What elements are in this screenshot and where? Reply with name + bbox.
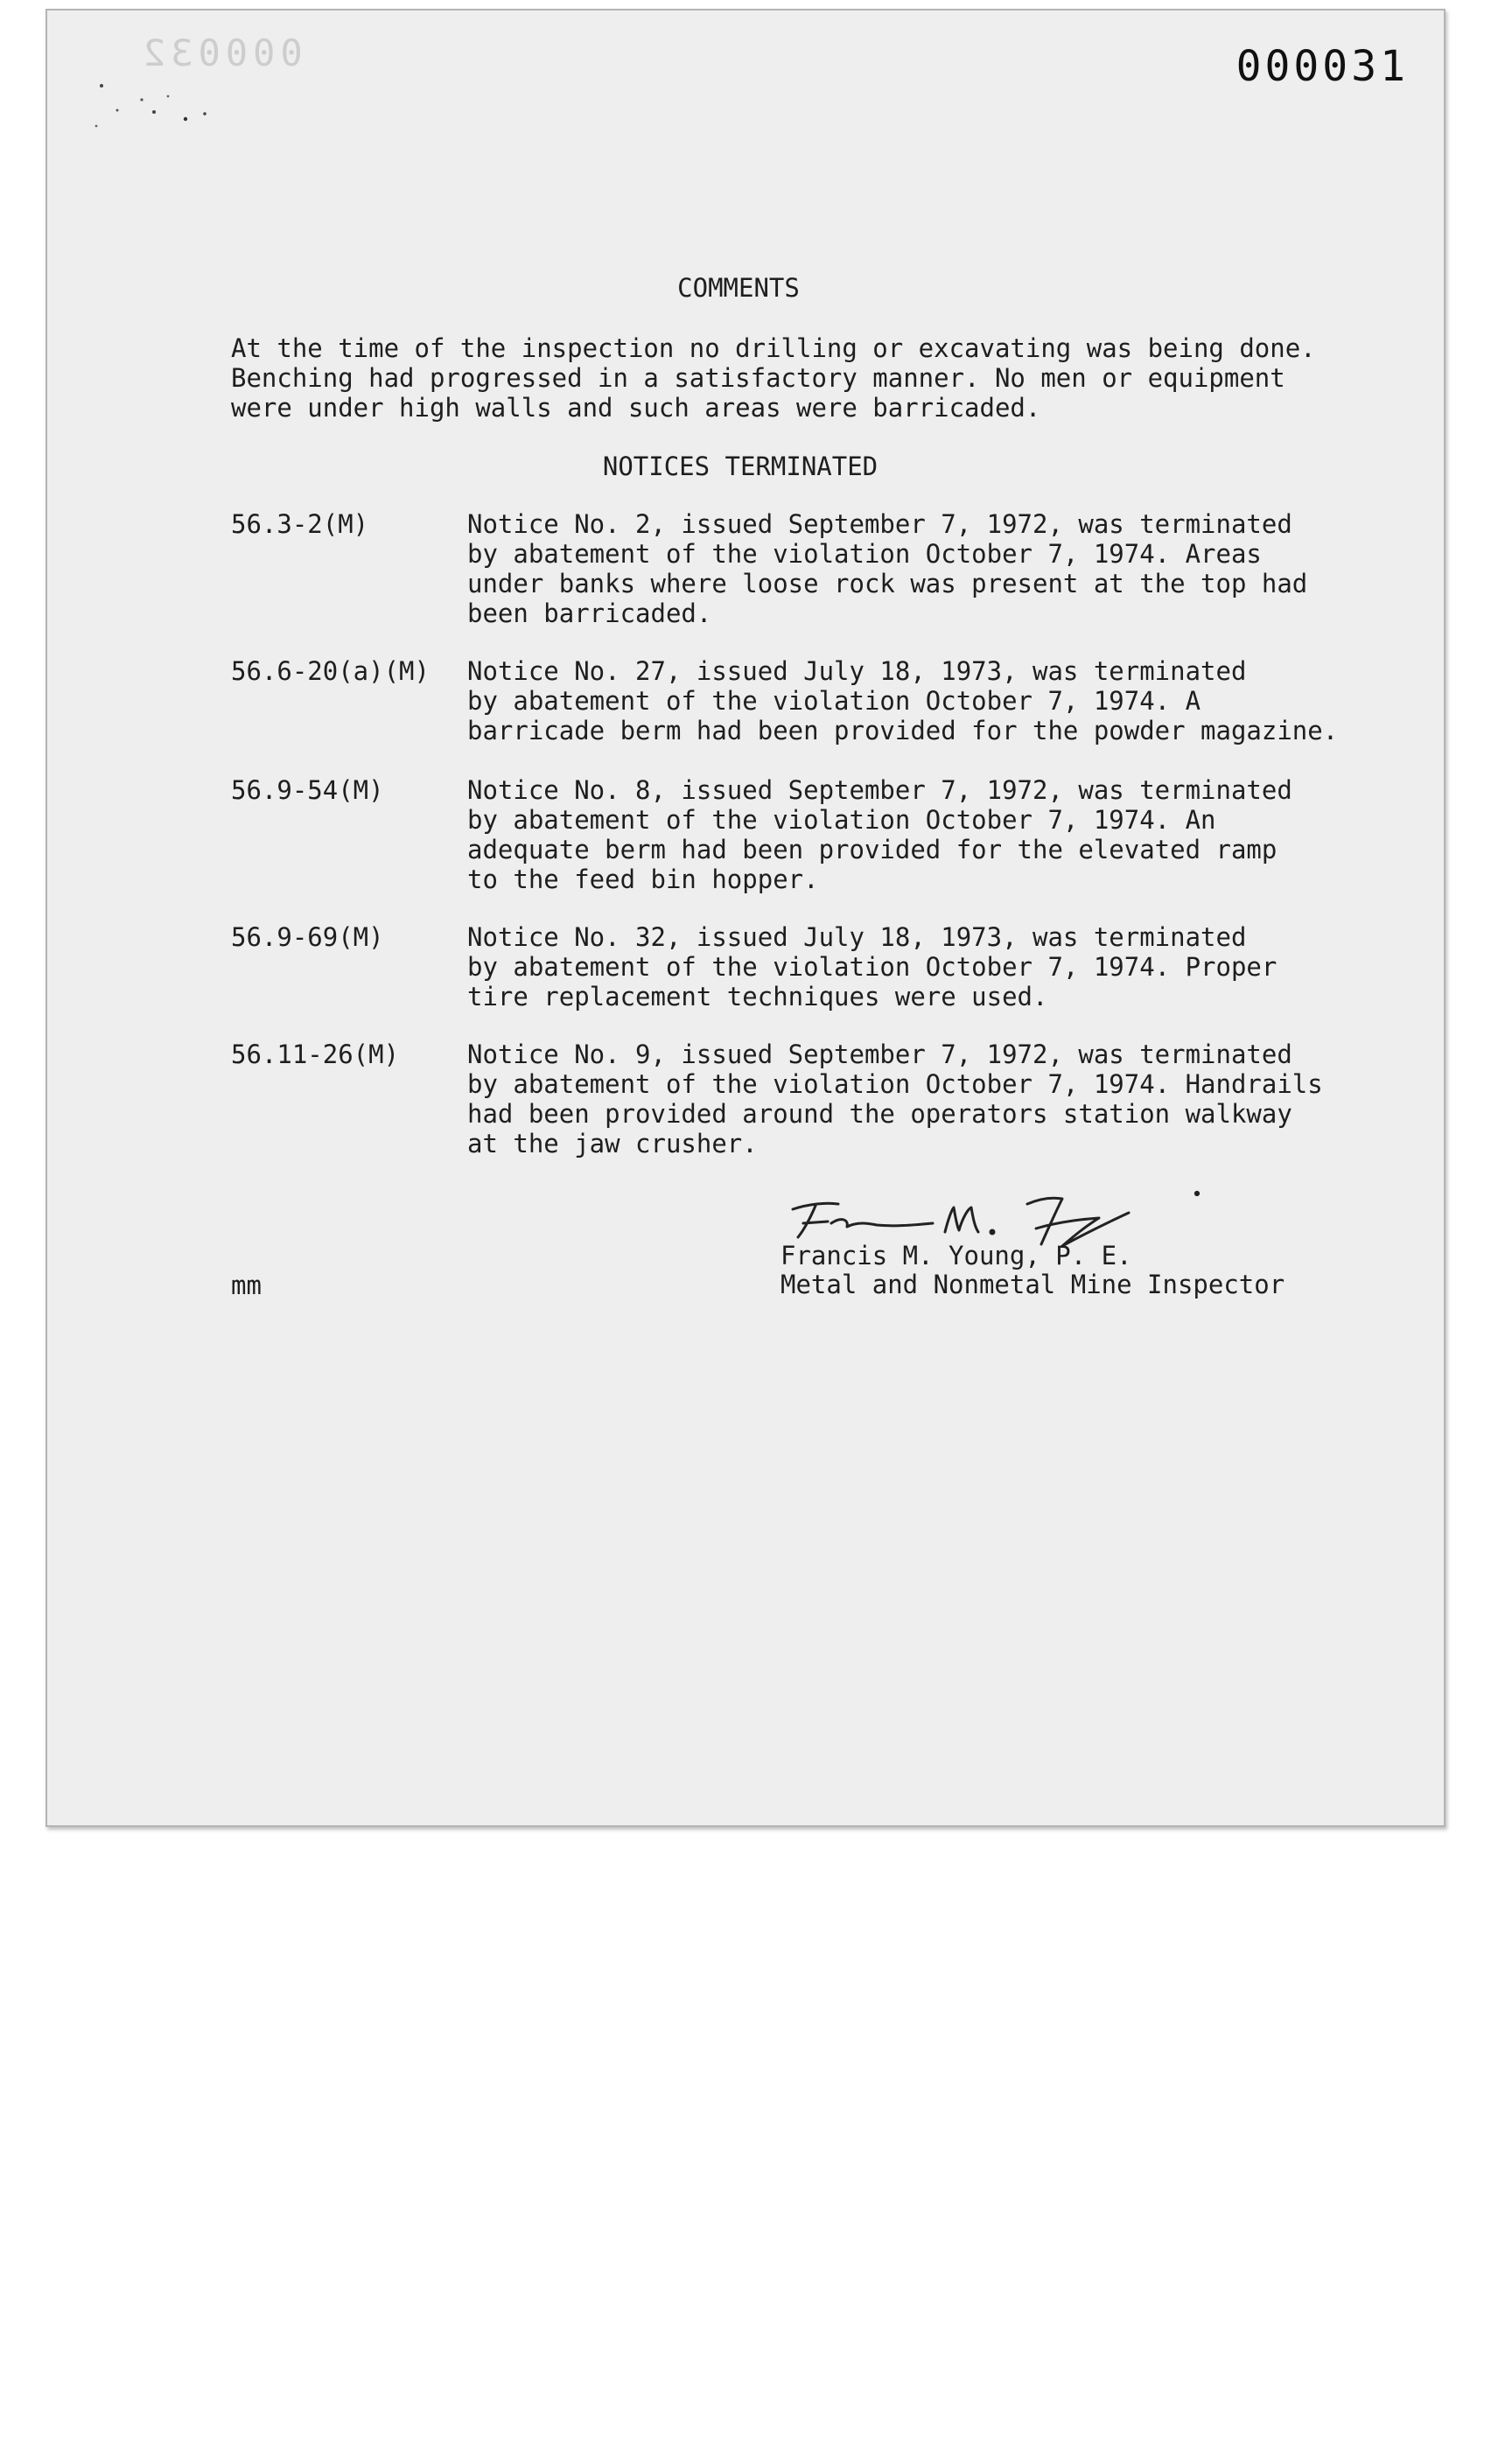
- notice-line: Notice No. 8, issued September 7, 1972, was terminated: [467, 775, 1292, 805]
- notice-line: by abatement of the violation October 7, 1974. Areas: [467, 539, 1262, 569]
- notice-code: 56.3-2(M): [231, 509, 369, 539]
- typist-initials: mm: [231, 1270, 262, 1300]
- notice-line: by abatement of the violation October 7, 1974. Handrails: [467, 1069, 1323, 1099]
- comments-line: At the time of the inspection no drilling or excavating was being done.: [231, 333, 1316, 363]
- notice-code: 56.9-54(M): [231, 775, 384, 805]
- show-through-page-number: 000032: [138, 32, 303, 74]
- notice-line: under banks where loose rock was present at the top had: [467, 569, 1308, 598]
- notice-line: been barricaded.: [467, 598, 712, 628]
- notice-line: tire replacement techniques were used.: [467, 982, 1048, 1012]
- scan-specks: [91, 80, 266, 142]
- comments-heading: COMMENTS: [677, 273, 800, 303]
- notice-line: Notice No. 32, issued July 18, 1973, was terminated: [467, 922, 1247, 952]
- comments-line: Benching had progressed in a satisfactory manner. No men or equipment: [231, 363, 1285, 393]
- notice-code: 56.9-69(M): [231, 922, 384, 952]
- notice-line: by abatement of the violation October 7, 1974. Proper: [467, 952, 1278, 982]
- notice-text: [467, 922, 1277, 1012]
- notice-line: adequate berm had been provided for the elevated ramp: [467, 835, 1278, 864]
- notice-code: 56.6-20(a)(M): [231, 656, 430, 686]
- document-page: [46, 9, 1446, 1827]
- comments-paragraph: [231, 333, 1368, 423]
- notice-line: Notice No. 2, issued September 7, 1972, was terminated: [467, 509, 1292, 539]
- notices-terminated-heading: NOTICES TERMINATED: [602, 452, 878, 481]
- notice-line: by abatement of the violation October 7, 1974. An: [467, 805, 1216, 835]
- comments-line: were under high walls and such areas were barricaded.: [231, 393, 1041, 423]
- page-number: 000031: [1236, 42, 1409, 91]
- notice-line: by abatement of the violation October 7, 1974. A: [467, 686, 1201, 716]
- notice-line: Notice No. 27, issued July 18, 1973, was terminated: [467, 656, 1247, 686]
- notice-text: [467, 509, 1307, 628]
- signer-name: Francis M. Young, P. E.: [780, 1241, 1132, 1270]
- notice-text: [467, 656, 1338, 746]
- notice-line: had been provided around the operators station walkway: [467, 1099, 1292, 1129]
- notice-line: to the feed bin hopper.: [467, 864, 819, 894]
- signer-title: Metal and Nonmetal Mine Inspector: [780, 1270, 1285, 1299]
- notice-line: at the jaw crusher.: [467, 1129, 758, 1158]
- notice-text: [467, 1040, 1323, 1158]
- notice-line: barricade berm had been provided for the powder magazine.: [467, 716, 1339, 746]
- notice-line: Notice No. 9, issued September 7, 1972, was terminated: [467, 1040, 1292, 1069]
- notice-text: [467, 775, 1292, 894]
- notice-code: 56.11-26(M): [231, 1040, 400, 1069]
- signature-block: [780, 1241, 1284, 1298]
